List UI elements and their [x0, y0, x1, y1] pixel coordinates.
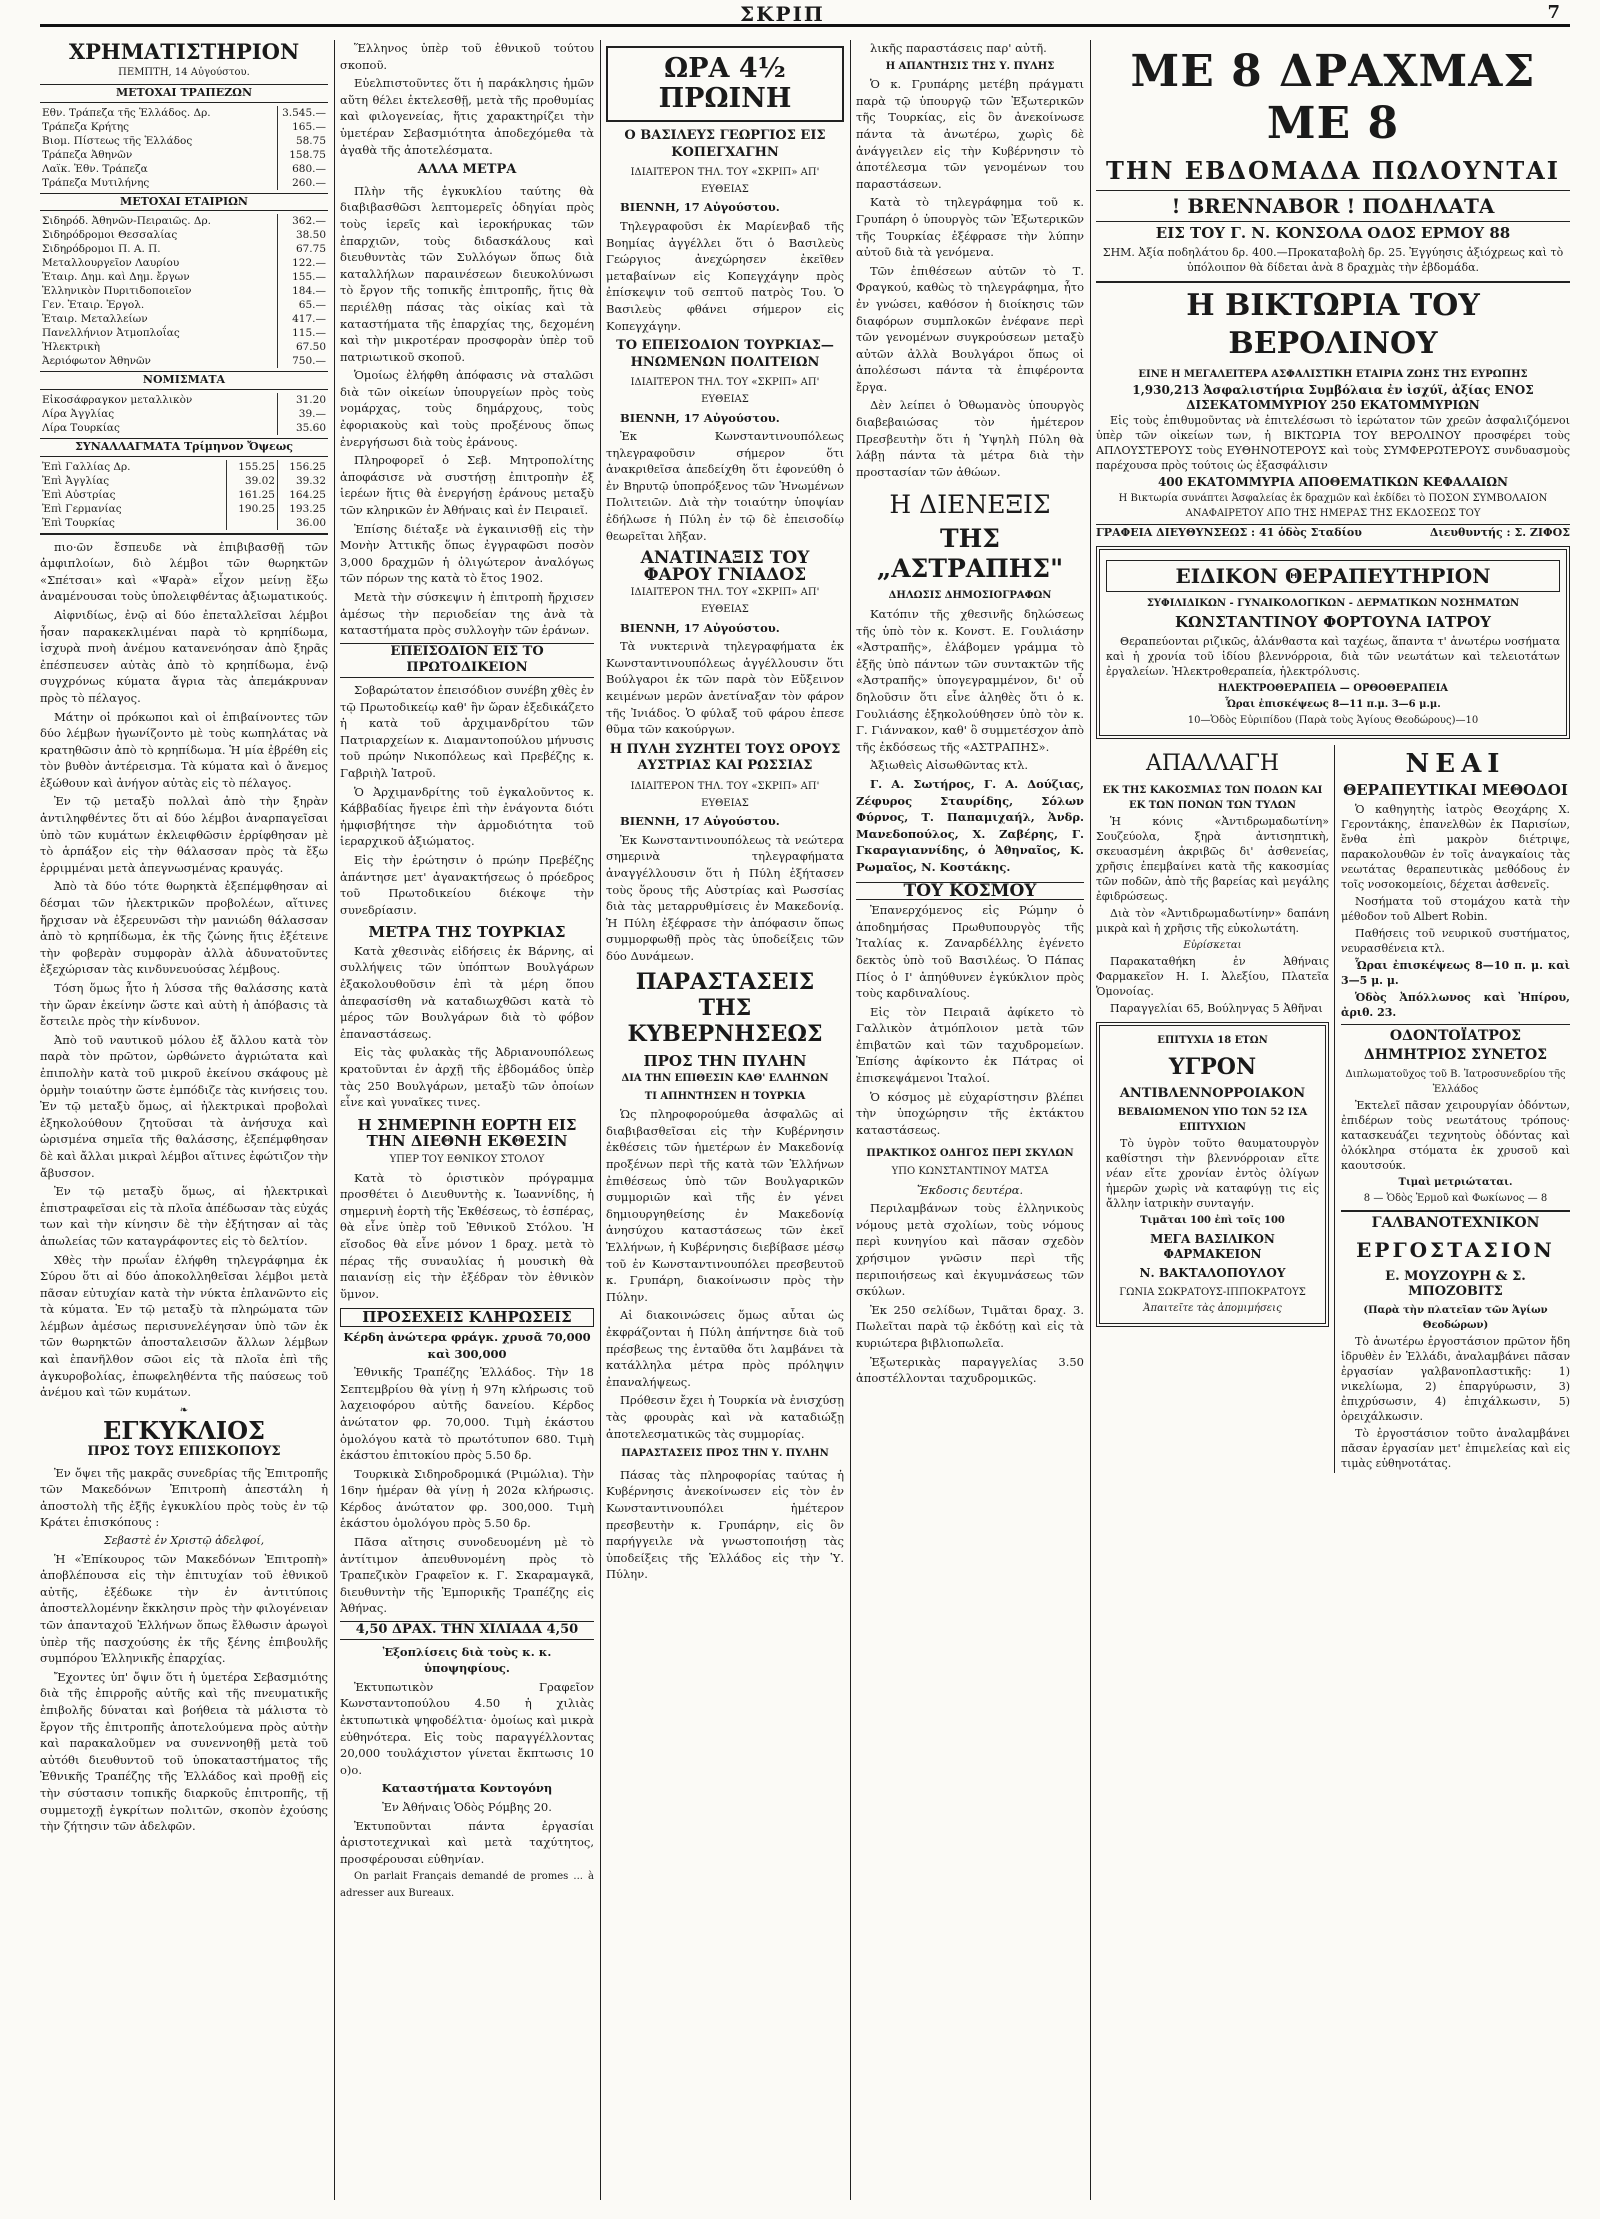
ad-bicycles-brand: ! BRENNABOR ! ΠΟΔΗΛΑΤΑ	[1096, 190, 1570, 222]
ad-feet-depot: Παρακαταθήκη ἐν Ἀθήναις Φαρμακεῖον Η. Ι. Ἀλεξίου, Πλατεῖα Ὁμονοίας.	[1096, 955, 1329, 998]
table-row: Πανελλήνιον Ἀτμοπλοΐας 115.—	[42, 327, 326, 340]
wire-credit: ΙΔΙΑΙΤΕΡΟΝ ΤΗΛ. ΤΟΥ «ΣΚΡΙΠ» ΑΠ' ΕΥΘΕΙΑΣ	[630, 587, 820, 616]
subhead-representations-porte: ΠΑΡΑΣΤΑΣΕΙΣ ΠΡΟΣ ΤΗΝ Υ. ΠΥΛΗΝ	[621, 1448, 829, 1460]
stock-exchange-date: ΠΕΜΠΤΗ, 14 Αὐγούστου.	[118, 66, 250, 78]
table-row: Σιδηρόδρομοι Π. Α. Π. 67.75	[42, 243, 326, 256]
ad-clinic-title: ΕΙΔΙΚΟΝ ΘΕΡΑΠΕΥΤΗΡΙΟΝ	[1106, 560, 1560, 592]
shop-address: Ἐν Ἀθήναις Ὁδὸς Ρόμβης 20.	[382, 1799, 552, 1814]
article-paragraph: Μάτην οἱ πρόκωποι καὶ οἱ ἐπιβαίνοντες τῶν δύο λέμβων ἠγωνίζοντο μὲ τοὺς κωπηλάτας νὰ κρατηθῶσιν ἀπὸ τὸ κρηπίδωμα. Ἡ μία ἐβρέθη εἰς τὸν βυθὸν ἀντέρεισμα. Τὰ κύματα καὶ ὁ ἄνεμος ἐξώθουν καὶ ἀνήγον αὐτὰς εἰς τὸ πέλαγος.	[40, 709, 328, 790]
table-row: Ἑταιρ. Μεταλλείων 417.—	[42, 313, 326, 326]
article-paragraph: Τουρκικὰ Σιδηροδρομικά (Ριμώλια). Τὴν 16ην ἡμέραν θὰ γίνῃ ἡ 202α κλήρωσις. Κέρδος ἀνώτατον φρ. 300,000. Τιμὴ ἑκάστου ὁμολόγου πρὸς 5.50 δρ.	[340, 1466, 594, 1531]
ad-feet-available: Εὑρίσκεται	[1183, 940, 1242, 951]
ad-victoria-reserves: 400 ΕΚΑΤΟΜΜΥΡΙΑ ΑΠΟΘΕΜΑΤΙΚΩΝ ΚΕΦΑΛΑΙΩΝ	[1157, 475, 1509, 489]
article-paragraph: Ἐθνικῆς Τραπέζης Ἑλλάδος. Τὴν 18 Σεπτεμβρίου θὰ γίνῃ ἡ 97η κλήρωσις τοῦ λαχειοφόρου αὐτῆς δανείου. Κέρδος ἀνώτατον φρ. 70,000. Τιμὴ ἑκάστου ὁμολόγου κατὰ τὸ πρωτότυπον 680. Τιμὴ ἑκάστου ἐπιτοκίου πρὸς 5.50 δρ.	[340, 1365, 594, 1463]
article-paragraph: Κατὰ τὸ τηλεγράφημα τοῦ κ. Γρυπάρη ὁ ὑπουργὸς τῶν Ἐξωτερικῶν τῆς Τουρκίας ἐξέφρασε τὴν λύπην αὐτοῦ διὰ τὰ γενόμενα.	[856, 195, 1084, 260]
ballot-notice: Ἐξοπλίσεις διὰ τοὺς κ. κ. ὑποψηφίους.	[382, 1644, 552, 1676]
article-paragraph: Ἐκτυπωτικὸν Γραφεῖον Κωνσταντοπούλου 4.50 ἡ χιλιὰς ἐκτυπωτικὰ ψηφοδέλτια· ὁμοίως καὶ μικρὰ εὐθηνότερα. Εἰς τοὺς παραγγέλλοντας 20,000 τουλάχιστον γίνεται ἔκπτωσις 10 ο)ο.	[340, 1679, 594, 1777]
ad-galvano	[1341, 1210, 1570, 1471]
column-rule	[1090, 40, 1091, 2200]
ad-galvano-text: Τὸ ἀνωτέρω ἐργοστάσιον πρῶτον ἤδη ἱδρυθὲν ἐν Ἑλλάδι, ἀναλαμβάνει πᾶσαν ἐργασίαν γαλβανοπλαστικῆς: 1) νικελίωμα, 2) ἐπαργύρωσιν, 3) ἐπιχρύσωσιν, 4) ἐπιχάλκωσιν, 5) ὀρειχάλκωσιν.	[1340, 1335, 1570, 1423]
table-row: Ἐπὶ Αὐστρίας 161.25 164.25	[42, 488, 326, 501]
ad-remedy-warning: Ἀπαιτεῖτε τὰς ἀπομιμήσεις	[1143, 1303, 1282, 1314]
dateline: ΒΙΕΝΝΗ, 17 Αὐγούστου.	[620, 200, 780, 215]
dateline: ΒΙΕΝΝΗ, 17 Αὐγούστου.	[620, 410, 780, 425]
subhead-fleet: ΥΠΕΡ ΤΟΥ ΕΘΝΙΚΟΥ ΣΤΟΛΟΥ	[389, 1154, 545, 1165]
article-paragraph: Ἕλληνος ὑπὲρ τοῦ ἐθνικοῦ τούτου σκοποῦ.	[340, 41, 594, 72]
page-number: 7	[1547, 2, 1560, 23]
ad-galvano-location: (Παρὰ τὴν πλατεῖαν τῶν Ἁγίων Θεοδώρων)	[1363, 1305, 1548, 1331]
headline-todays-feast: Η ΣΗΜΕΡΙΝΗ ΕΟΡΤΗ ΕΙΣ ΤΗΝ ΔΙΕΘΝΗ ΕΚΘΕΣΙΝ	[357, 1115, 577, 1151]
table-row: Ἑταιρ. Δημ. καὶ Δημ. ἔργων 155.—	[42, 271, 326, 284]
article-paragraph: Τηλεγραφοῦσι ἐκ Μαρίενβαδ τῆς Βοημίας ἀγγέλλει ὅτι ὁ Βασιλεὺς Γεώργιος ἀνεχώρησεν ἐκεῖθεν μεταβαίνων εἰς Κοπεγχάγην πρὸς ἐπίσκεψιν τοῦ σεπτοῦ πατρὸς Του. Ὁ Βασιλεὺς φθάνει σήμερον εἰς Κοπεγχάγην.	[606, 218, 844, 333]
ad-feet-text: Ἡ κόνις «Ἀντιδρωμαδωτίνη» Σουζεύολα, ξηρὰ ἀντισηπτικὴ, σκευασμένη ἀκριβῶς δι' ἀσθενείας, χρῆσις ἐπεμβαίνει κατὰ τῆς κακοσμίας τῶν ποδῶν, ἀπὸ τῆς βαρείας καὶ μεγάλης ἐφιδρώσεως.	[1096, 815, 1329, 903]
column-rule	[600, 40, 601, 2200]
dateline: ΒΙΕΝΝΗ, 17 Αὐγούστου.	[620, 814, 780, 829]
ad-feet	[1096, 749, 1329, 1016]
article-paragraph: Ἐν τῷ μεταξὺ ὅμως, αἱ ἠλεκτρικαὶ ἐπιστραφεῖσαι εἰς τὰ πλοῖα ἀπέδωσαν τὰς εὐχάς των καὶ τὴν κίνησιν δὲ τὴν ἐξήτησαν αἱ τὰς ἀπωλείας τῶν καταγράφοντες εἰς τὸ δελτίον.	[40, 1184, 328, 1248]
article-paragraph: Ὁ κόσμος μὲ εὐχαρίστησιν βλέπει τὴν ὑποχώρησιν τῆς ἐκτάκτου καταστάσεως.	[856, 1089, 1084, 1137]
table-row: Ἐπὶ Ἀγγλίας 39.02 39.32	[42, 474, 326, 487]
article-paragraph: Περιλαμβάνων τοὺς ἑλληνικοὺς νόμους μετὰ σχολίων, τοὺς νόμους περὶ κυνηγίου καὶ πᾶσαν σχεδὸν χρήσιμον γνῶσιν περὶ τῆς περιποιήσεως καὶ ἐκγυμνάσεως τῶν σκύλων.	[856, 1201, 1084, 1299]
article-paragraph: Εἰς τὰς φυλακὰς τῆς Ἀδριανουπόλεως κρατοῦνται ἐν ἀρχῇ τῆς ἑβδομάδος ὑπὲρ τὰς 250 Βουλγάρων, μεταξὺ τῶν ὁποίων εἶνε καὶ γυναῖκες τινες.	[340, 1045, 594, 1110]
headline-king-copenhagen: Ο ΒΑΣΙΛΕΥΣ ΓΕΩΡΓΙΟΣ ΕΙΣ ΚΟΠΕΓΧΑΓΗΝ	[624, 128, 826, 160]
headline-print-price: 4,50 ΔΡΑΧ. ΤΗΝ ΧΙΛΙΑΔΑ 4,50	[340, 1621, 594, 1640]
article-paragraph: Εὐελπιστοῦντες ὅτι ἡ παράκλησις ἡμῶν αὕτη θέλει ἐκτελεσθῇ, μετὰ τῆς προθυμίας καὶ φιλογενείας, ἥτις χαρακτηρίζει τὴν ὑμετέραν Σεβασμιότητα ἀποδεχόμεθα τὰ ἀγαθὰ τῆς ἀποτελέσματα.	[340, 76, 594, 157]
ad-galvano-owners: Ε. ΜΟΥΖΟΥΡΗ & Σ. ΜΠΟΖΟΒΙΤΣ	[1385, 1269, 1526, 1299]
column-rule	[334, 40, 335, 2200]
subhead-dogs-author: ΥΠΟ ΚΩΝΣΤΑΝΤΙΝΟΥ ΜΑΤΣΑ	[891, 1166, 1049, 1178]
ad-remedy-proven: ΒΕΒΑΙΩΜΕΝΟΝ ΥΠΟ ΤΩΝ 52 ΙΣΑ ΕΠΙΤΥΧΙΩΝ	[1117, 1107, 1308, 1133]
ad-remedy-liquid: ΥΓΡΟΝ	[1168, 1054, 1257, 1080]
column-5-ads	[1096, 40, 1570, 2200]
ad-remedy-name: ΑΝΤΙΒΛΕΝΝΟΡΡΟΙΑΚΟΝ	[1119, 1086, 1306, 1101]
headline-porte-discusses: Η ΠΥΛΗ ΣΥΖΗΤΕΙ ΤΟΥΣ ΟΡΟΥΣ ΑΥΣΤΡΙΑΣ ΚΑΙ ΡΩΣΣΙΑΣ	[609, 741, 841, 774]
column-2	[340, 40, 594, 2200]
article-paragraph: Ἐξωτερικὰς παραγγελίας 3.50 ἀποστέλλονται ταχυδρομικῶς.	[856, 1354, 1084, 1386]
ad-dentist-diploma: Διπλωματοῦχος τοῦ Β. Ἰατροσυνεδρίου τῆς Ἑλλάδος	[1345, 1069, 1566, 1095]
table-row: Λίρα Ἀγγλίας 39.—	[42, 407, 326, 420]
article-paragraph: Δὲν λείπει ὁ Ὀθωμανὸς ὑπουργὸς διαβεβαιώσας τὸν ἡμέτερον Πρεσβευτὴν ὅτι ἡ Ὑψηλὴ Πύλη θὰ λάβῃ πάντα τὰ μέτρα διὰ τὴν προστασίαν τῶν ἀθώων.	[856, 398, 1084, 479]
wire-credit: ΙΔΙΑΙΤΕΡΟΝ ΤΗΛ. ΤΟΥ «ΣΚΡΙΠ» ΑΠ' ΕΥΘΕΙΑΣ	[630, 167, 820, 195]
ad-galvano-title: ΓΑΛΒΑΝΟΤΕΧΝΙΚΟΝ	[1371, 1215, 1540, 1231]
ad-row	[1096, 745, 1570, 1473]
ad-galvano-factory: ΕΡΓΟΣΤΑΣΙΟΝ	[1356, 1238, 1555, 1262]
stock-exchange-title: ΧΡΗΜΑΤΙΣΤΗΡΙΟΝ	[68, 40, 300, 64]
table-row: Εἰκοσάφραγκον μεταλλικὸν 31.20	[42, 393, 326, 406]
article-paragraph: Ἐν τῷ μεταξὺ πολλαὶ ἀπὸ τὴν ξηρὰν ἀντιληφθέντες ὅτι αἱ δύο λέμβοι ἀναρπαγεῖσαι ὑπὸ τῶν κυμάτων ἐκλειφθῶσιν ἐρρίφθησαν μὲ τὸ ἁρπάξον εἰς τὴν θάλασσαν πρὸς τὰ ἔξω ἐρριμμέναι μετὰ ἀπεγνωσμένας κραυγάς.	[40, 794, 328, 875]
table-row: Βιομ. Πίστεως τῆς Ἑλλάδος 58.75	[42, 134, 326, 147]
headline-representations: ΠΑΡΑΣΤΑΣΕΙΣ ΤΗΣ ΚΥΒΕΡΝΗΣΕΩΣ	[627, 968, 823, 1047]
ad-bicycles-shop: ΕΙΣ ΤΟΥ Γ. Ν. ΚΟΝΣΟΛΑ ΟΔΟΣ ΕΡΜΟΥ 88	[1155, 224, 1511, 242]
article-paragraph: λικῆς παραστάσεις παρ' αὐτῆ.	[870, 41, 1047, 55]
ad-galvano-text: Τὸ ἐργοστάσιον τοῦτο ἀναλαμβάνει πᾶσαν ἐργασίαν μετ' ἐπιμελείας καὶ εἰς τιμὰς εὐθηνοτάτας.	[1340, 1427, 1570, 1470]
shop-name: Καταστήματα Κοντογόνη	[381, 1781, 553, 1796]
table-row: Τράπεζα Κρήτης 165.—	[42, 120, 326, 133]
section-bank-shares: ΜΕΤΟΧΑΙ ΤΡΑΠΕΖΩΝ	[40, 84, 328, 103]
ad-feet-title: ΑΠΑΛΛΑΓΗ	[1145, 751, 1280, 776]
ad-victoria-policies: 1,930,213 Ἀσφαλιστήρια Συμβόλαια ἐν ἰσχύϊ, ἀξίας ΕΝΟΣ ΔΙΣΕΚΑΤΟΜΜΥΡΙΟΥ 250 ΕΚΑΤΟΜΜΥΡΙΩΝ	[1132, 383, 1534, 412]
ad-clinic-address: 10—Ὁδὸς Εὐριπίδου (Παρὰ τοὺς Ἁγίους Θεοδώρους)—10	[1187, 715, 1479, 726]
article-paragraph: Κατόπιν τῆς χθεσινῆς δηλώσεως τῆς ὑπὸ τὸν κ. Κονστ. Ε. Γουλιάσην «Ἀστραπῆς», ἐλάβομεν γράμμα τὸ ἑξῆς ὑπὸ πάντων τῶν συντακτῶν τῆς «Ἀστραπῆς» ὑπογεγραμμένον, δι' οὗ δηλοῦσιν ὅτι εἶνε ἀληθὲς ὅτι ὁ κ. Γουλιάσης ἐξηκολούθησεν ὑπὸ τὸν κ. Γ. Γιάννακον, καθ' ὃ συμμετέσχον ἀπὸ τῆς ἐκδόσεως τῆς «ΑΣΤΡΑΠΗΣ».	[856, 607, 1084, 754]
table-row: Σιδηρόδ. Ἀθηνῶν-Πειραιῶς. Δρ. 362.—	[42, 215, 326, 228]
salutation: Σεβαστὲ ἐν Χριστῷ ἀδελφοί,	[103, 1534, 265, 1547]
article-paragraph: Πᾶσα αἴτησις συνοδευομένη μὲ τὸ ἀντίτιμον ἀπευθυνομένη πρὸς τὸ Τραπεζικὸν Γραφεῖον κ. Γ. Σκαραμαγκᾶ, διευθυντὴν τῆς Ἐμπορικῆς Τραπέζης εἰς Ἀθήνας.	[340, 1535, 594, 1616]
article-paragraph: Ἐκτυποῦνται πάντα ἐργασίαι ἀριστοτεχνικαὶ καὶ μετὰ ταχύτητος, προσφέρουσαι εὐθηνίαν.	[340, 1818, 594, 1866]
exchange-table	[40, 460, 328, 530]
newspaper-name: ΣΚΡΙΠ	[740, 2, 825, 26]
article-paragraph: πιο·ῶν ἔσπευδε νὰ ἐπιβιβασθῇ τῶν ἀμφιπλοίων, διὸ λέμβοι τῶν θωρηκτῶν «Σπέτσαι» καὶ «Ψαρὰ» εἶχον μείνῃ ἔξω ἀναμένουσαι τοὺς ὑπολειφθέντας ἀξιωματικούς.	[40, 539, 328, 604]
ad-victoria-title: Η ΒΙΚΤΩΡΙΑ ΤΟΥ ΒΕΡΟΛΙΝΟΥ	[1186, 288, 1480, 361]
ad-dentist-prices: Τιμαὶ μετριώταται.	[1398, 1177, 1513, 1188]
signatories: Γ. Α. Σωτήρος, Γ. Α. Δούζιας, Ζέφυρος Σταυρίδης, Σόλων Φύρνος, Τ. Παπαμιχαήλ, Ἀνδρ. Μανεδοπούλος, Χ. Ζαβέρης, Γ. Γκαραγιαννίδης, ὁ Ἀθηναῖος, Κ. Ρωμαῖος, Ν. Κοστάκης.	[856, 776, 1084, 874]
headline-world: ΤΟΥ ΚΟΣΜΟΥ	[856, 882, 1084, 901]
article-paragraph: Ἐκ Κωνσταντινουπόλεως τηλεγραφοῦσιν σήμερον ὅτι ἀνακριθεῖσα ἀπεδείχθη ὅτι ἐφονεύθη ὁ ἐν Βηρυτῷ ὑποπρόξενος τῶν Ἡνωμένων Πολιτειῶν. Διὰ τὴν τοιαύτην ὑποψίαν ἐδήλωσε ἡ Πύλη ἐν τῷ δὲ ἐπεισοδίῳ θεωρεῖται λῆξαν.	[606, 429, 844, 543]
ad-clinic-therapy: ΗΛΕΚΤΡΟΘΕΡΑΠΕΙΑ — ΟΡΘΟΘΕΡΑΠΕΙΑ	[1217, 683, 1449, 694]
ad-victoria-footer	[1096, 524, 1570, 540]
dateline: ΒΙΕΝΝΗ, 17 Αὐγούστου.	[620, 620, 780, 635]
ad-remedy-pharmacy: ΜΕΓΑ ΒΑΣΙΛΙΚΟΝ ΦΑΡΜΑΚΕΙΟΝ	[1150, 1232, 1275, 1261]
ad-new-methods-address: Ὁδὸς Ἀπόλλωνος καὶ Ἠπίρου, ἀριθ. 23.	[1340, 991, 1570, 1019]
ad-bicycles-headline: ΜΕ 8 ΔΡΑΧΜΑΣ ΜΕ 8	[1130, 46, 1536, 149]
ad-dentist-title: ΟΔΟΝΤΟΪΑΤΡΟΣ	[1389, 1028, 1522, 1044]
article-paragraph: Κατὰ τὸ ὁριστικὸν πρόγραμμα προσθέτει ὁ Διευθυντὴς κ. Ἰωαννίδης, ἡ σημερινὴ ἑορτὴ τῆς Ἐκθέσεως, τὸ ἑσπέρας, θὰ εἶνε ὑπὲρ τοῦ Ἐθνικοῦ Στόλου. Ἡ εἴσοδος θὰ εἶνε μόνον 1 δραχ. μετὰ τὸ πέρας τῆς συναυλίας ἡ μουσικὴ θὰ παιανίσῃ εἰς τὴν ἐξέδραν τὸν ἐθνικὸν ὕμνον.	[340, 1170, 594, 1301]
article-paragraph: Ἐν ὄψει τῆς μακρᾶς συνεδρίας τῆς Ἐπιτροπῆς τῶν Μακεδόνων Ἐπιτροπὴ ἀπεστάλη ἡ ἀποστολὴ τῆς ἐξῆς ἐγκυκλίου πρὸς τοὺς ἐν τῷ Κράτει ἐπισκόπους :	[40, 1465, 328, 1530]
ad-new-methods-title: ΝΕΑΙ	[1405, 749, 1506, 779]
ad-new-methods-text: Νοσήματα τοῦ στομάχου κατὰ τὴν μέθοδον τοῦ Albert Robin.	[1340, 895, 1570, 923]
table-row: Εθν. Τράπεζα τῆς Ἑλλάδος. Δρ. 3.545.—	[42, 106, 326, 119]
ad-remedy-price: Τιμᾶται 100 ἐπὶ τοῖς 100	[1140, 1215, 1285, 1226]
ad-remedy	[1096, 1022, 1329, 1327]
edition-note: Ἔκδοσις δευτέρα.	[916, 1182, 1024, 1197]
section-exchange: ΣΥΝΑΛΛΑΓΜΑΤΑ Τρίμηνον Ὄψεως	[40, 438, 328, 457]
headline-lighthouse: ΑΝΑΤΙΝΑΞΙΣ ΤΟΥ ΦΑΡΟΥ ΓΝΙΑΔΟΣ	[640, 548, 810, 585]
article-paragraph: Ἡ «Ἐπίκουρος τῶν Μακεδόνων Ἐπιτροπὴ» ἀποβλέπουσα εἰς τὴν ἐπιτυχίαν τοῦ ἐθνικοῦ αὐτῆς, ἐξέδωκε τὴν ἐν ἀντιτύποις ἀποστελλομένην ἔκκλησιν πρὸς τὴν φιλογένειαν τῶν ἁπανταχοῦ Ἑλλήνων ὅπως ἔλθωσιν ἀρωγοὶ ὑπὲρ τῆς πασχούσης ἐκ τῆς ξένης ἐπιβουλῆς συμπόρου Ἑλληνικῆς ἐπαρχίας.	[40, 1551, 328, 1666]
article-paragraph: Εἰς τὴν ἐρώτησιν ὁ πρώην Πρεβέζης ἀπάντησε μετ' ἀγανακτήσεως ὁ πρόεδρος τοῦ Πρωτοδικείου διέκοψε τὴν συνεδρίασιν.	[340, 852, 594, 917]
wire-credit: ΙΔΙΑΙΤΕΡΟΝ ΤΗΛ. ΤΟΥ «ΣΚΡΙΠ» ΑΠ' ΕΥΘΕΙΑΣ	[630, 780, 820, 809]
ad-feet-sub: ΕΚ ΤΗΣ ΚΑΚΟΣΜΙΑΣ ΤΩΝ ΠΟΔΩΝ ΚΑΙ ΕΚ ΤΩΝ ΠΟΝΩΝ ΤΩΝ ΤΥΛΩΝ	[1102, 785, 1323, 811]
ad-new-methods-hours: Ὧραι ἐπισκέψεως 8—10 π. μ. καὶ 3—5 μ. μ.	[1340, 959, 1570, 987]
article-paragraph: Αἰφνιδίως, ἐνῷ αἱ δύο ἐπεταλλεῖσαι λέμβοι ἦσαν παρακεκλιμέναι παρὰ τὸ κρηπίδωμα, ἰσχυρὰ πνοὴ ἀνέμου κατανενόησαν ἀπὸ ξηρᾶς ἐπέσπευσεν αὐτὰς ἀπὸ τὸ κρηπίδωμα, ἐνῷ συγχρόνως κύματα ἄγρια τὰς ἀπεμάκρυναν πρὸς τὸ πέλαγος.	[40, 607, 328, 705]
article-paragraph: Τόση ὅμως ἦτο ἡ λύσσα τῆς θαλάσσης κατὰ τὴν ὥραν ἐκείνην ὥστε καὶ αὐτὴ ἡ ἀπόβασις τὰ ἔστειλε πρὸς τὴν κίνδυνον.	[40, 981, 328, 1029]
ad-dentist-name: ΔΗΜΗΤΡΙΟΣ ΣΥΝΕΤΟΣ	[1363, 1047, 1548, 1063]
article-paragraph: Ἀξιωθεὶς Αἰσωθῶντας κτλ.	[870, 758, 1029, 773]
section-company-shares: ΜΕΤΟΧΑΙ ΕΤΑΙΡΙΩΝ	[40, 193, 328, 212]
ad-new-methods	[1341, 749, 1570, 1020]
ad-feet-orders: Παραγγελίαι 65, Βούληνγας 5 Ἀθῆναι	[1110, 1002, 1323, 1015]
headline-dispute: Η ΔΙΕΝΕΞΙΣ	[889, 490, 1051, 520]
ad-victoria-offices: ΓΡΑΦΕΙΑ ΔΙΕΥΘΥΝΣΕΩΣ : 41 ὁδὸς Σταδίου	[1096, 526, 1362, 539]
ad-new-methods-sub: ΘΕΡΑΠΕΥΤΙΚΑΙ ΜΕΘΟΔΟΙ	[1343, 781, 1568, 799]
banner-box	[606, 46, 844, 122]
article-paragraph: Ἐκ Κωνσταντινουπόλεως τὰ νεώτερα σημερινὰ τηλεγραφήματα ἀναγγέλλουσιν ὅτι ἡ Πύλη ἐξήτασεν τοὺς ὅρους τῆς Αὐστρίας καὶ Ρωσσίας διὰ τὰς μεταρρυθμίσεις ἐν Μακεδονίᾳ. Ἡ Πύλη ἐξέφρασε τὴν ἀπόφασιν ὅπως συμμορφωθῇ πρὸς τὰς ὑποδείξεις τῶν δύο Δυνάμεων.	[606, 832, 844, 963]
bank-shares-table	[40, 106, 328, 190]
headline-incident-usa: ΤΟ ΕΠΕΙΣΟΔΙΟΝ ΤΟΥΡΚΙΑΣ—ΗΝΩΜΕΝΩΝ ΠΟΛΙΤΕΙΩΝ	[616, 338, 834, 370]
subhead-journalists: ΔΗΛΩΣΙΣ ΔΗΜΟΣΙΟΓΡΑΦΩΝ	[888, 590, 1052, 602]
ad-dentist	[1341, 1024, 1570, 1206]
article-paragraph: Ἐκ 250 σελίδων, Τιμᾶται δραχ. 3. Πωλεῖται παρὰ τῷ ἐκδότῃ καὶ εἰς τὰ κυριώτερα βιβλιοπωλεῖα.	[856, 1302, 1084, 1350]
table-row: Ἐπὶ Τουρκίας 36.00	[42, 516, 326, 529]
article-paragraph: Ὁμοίως ἐλήφθη ἀπόφασις νὰ σταλῶσι διὰ τῶν οἰκείων ὑπουργείων πρὸς τοὺς νομάρχας, τοὺς δημάρχους, τοὺς ἐφοριακοὺς καὶ τοὺς προξένους ὅπως ἐνεργήσωσι διὰ τοὺς ἐράνους.	[340, 368, 594, 449]
table-row: Ἐπὶ Γαλλίας Δρ. 155.25 156.25	[42, 460, 326, 473]
ad-clinic-doctor: ΚΩΝΣΤΑΝΤΙΝΟΥ ΦΟΡΤΟΥΝΑ ΙΑΤΡΟΥ	[1175, 613, 1491, 631]
ad-remedy-success: ΕΠΙΤΥΧΙΑ 18 ΕΤΩΝ	[1157, 1035, 1268, 1046]
wire-credit: ΙΔΙΑΙΤΕΡΟΝ ΤΗΛ. ΤΟΥ «ΣΚΡΙΠ» ΑΠ' ΕΥΘΕΙΑΣ	[630, 377, 820, 405]
article-paragraph: Ὁ κ. Γρυπάρης μετέβη πράγματι παρὰ τῷ ὑπουργῷ τῶν Ἐξωτερικῶν τῆς Τουρκίας, εἰς ὃν ἀνεκοίνωσε πάντα τὰ ἀνωτέρω, χωρὶς δὲ ἀνάγγειλεν εἰς τὴν Κυβέρνησιν τὸ ἀποτέλεσμα τῶν γενομένων του παραστάσεων.	[856, 77, 1084, 191]
subhead-encyclical: ΠΡΟΣ ΤΟΥΣ ΕΠΙΣΚΟΠΟΥΣ	[87, 1444, 281, 1460]
table-row: Μεταλλουργεῖον Λαυρίου 122.—	[42, 257, 326, 270]
ad-clinic-text: Θεραπεύονται ριζικῶς, ἀλάνθαστα καὶ ταχέως, ἅπαντα τ' ἀνωτέρω νοσήματα καὶ ἡ χρονία τοῦ ἰδίου βλεννόρροια, διὰ τῶν νεωτάτων καὶ τελειοτάτων ἐργαλείων. Ἠλεκτροθεραπεία, ἠλεκτρόλυσις.	[1106, 635, 1560, 678]
ad-victoria	[1096, 281, 1570, 540]
article-paragraph: Τῶν ἐπιθέσεων αὐτῶν τὸ Τ. Φραγκού, καθὼς τὸ τηλεγράφημα, ἦτο ἐν γνώσει, καθόσον ἡ διοίκησις τῶν διαφόρων συμπλοκῶν ἐνέφανε περὶ τῶν γενομένων συγκρούσεων μεταξὺ αὐτῶν ἀλλὰ Βουλγάροι ὅπως οἱ ἀπολέσωσι πάντα τὰ ἐπιφέροντα ἔργα.	[856, 263, 1084, 394]
article-paragraph: Ἔχοντες ὑπ' ὄψιν ὅτι ἡ ὑμετέρα Σεβασμιότης διὰ τῆς ἐπιρροῆς αὐτῆς καὶ τῆς πνευματικῆς ἐπιβολῆς δύναται καὶ βοήθεια τὰ μάλιστα τὸ ἔργον τῆς ἐπιτροπῆς ἀποτελούμενα πρὸς αὐτὴν καὶ παρακαλοῦμεν να συνεννοηθῇ μετὰ τοῦ αὐτόθι διευθυντοῦ τοῦ ὑποκαταστήματος τῆς Ἐθνικῆς Τραπέζης τῆς Ἑλλάδος καὶ προθῇ εἰς τὴν σύστασιν τοπικῆς διαρκοῦς ἐπιτροπῆς, τῇ συμμετοχῇ ἐγκρίτων πολιτῶν, σκοπὸν ἐχούσης τὴν ζήτησιν τῶν ἀδελφῶν.	[40, 1669, 328, 1834]
ad-bicycles	[1096, 46, 1570, 275]
article-paragraph: Ὡς πληροφορούμεθα ἀσφαλῶς αἱ διαβιβασθεῖσαι εἰς τὴν Κυβέρνησιν ἐκθέσεις τῶν ἡμετέρων ἐν Μακεδονίᾳ προξένων περὶ τῆς κατὰ τῶν Ἑλλήνων ἐπιθέσεως ὑπὸ τῶν Βουλγαρικῶν συμμοριῶν καὶ τῆς ἐν γένει δημιουργηθείσης ἐν Μακεδονίᾳ ἀνησύχου καταστάσεως τῶν ἐκεῖ Ἑλλήνων, ἡ Κυβέρνησις διεβίβασε μέσῳ τοῦ ἐν Κωνσταντινουπόλει πρεσβευτοῦ κ. Γρυπάρη, διακοίνωσιν πρὸς τὴν Πύλην.	[606, 1107, 844, 1304]
article-paragraph: Αἱ διακοινώσεις ὅμως αὗται ὡς ἐκφράζονται ἡ Πύλη ἀπήντησε διὰ τοῦ πρέσβεως της ἐνταῦθα ὅτι λαμβάνει τὰ κατάλληλα μέτρα πρὸς πρόληψιν ἐπαναλήψεως.	[606, 1308, 844, 1389]
article-paragraph: Μετὰ τὴν σύσκεψιν ἡ ἐπιτροπὴ ἤρχισεν ἀμέσως τὴν περιοδείαν της ἀνὰ τὰ καταστήματα πρὸς συλλογὴν τῶν ἐράνων.	[340, 590, 594, 638]
coins-table	[40, 393, 328, 435]
article-paragraph: Πλὴν τῆς ἐγκυκλίου ταύτης θὰ διαβιβασθῶσι λεπτομερεῖς ὁδηγίαι πρὸς τοὺς ἱερεῖς καὶ ἱεροκήρυκας τῶν ἐπαρχιῶν, τοὺς διδασκάλους καὶ διευθυντὰς τῶν Συλλόγων ὅπως διὰ καταλλήλων παραινέσεων διευκολύνωσι τὸ ἔργον τῆς τοπικῆς ἐπιτροπῆς, ἥτις θὰ περιέλθῃ πάσας τὰς οἰκίας καὶ τὰ καταστήματα τῆς ἐπαρχίας της, δεχομένη καὶ τὴν μικροτέραν προσφορὰν ὑπὲρ τοῦ πατριωτικοῦ σκοποῦ.	[340, 183, 594, 364]
ad-clinic	[1096, 546, 1570, 739]
table-row: Λαϊκ. Ἐθν. Τράπεζα 680.—	[42, 162, 326, 175]
ad-victoria-text: Εἰς τοὺς ἐπιθυμοῦντας νὰ ἐπιτελέσωσι τὸ ἱερώτατον τῶν χρεῶν ἀσφαλιζόμενοι ὑπὲρ τῶν οἰκείων των, ἡ ΒΙΚΤΩΡΙΑ ΤΟΥ ΒΕΡΟΛΙΝΟΥ προσφέρει τοὺς ΑΠΛΟΥΣΤΕΡΟΥΣ τοὺς ΕΥΘΗΝΟΤΕΡΟΥΣ καὶ τοὺς ΣΥΜΦΕΡΩΤΕΡΟΥΣ συνδυασμοὺς παρέχουσα πρὸς τούτοις ὡς ἐξασφάλισιν	[1096, 414, 1570, 472]
table-row: Ἠλεκτρικὴ 67.50	[42, 341, 326, 354]
french-notice: On parlait Français demandé de promes ... à adresser aux Bureaux.	[340, 1871, 594, 1899]
headline-astrapi: ΤΗΣ „ΑΣΤΡΑΠΗΣ"	[876, 524, 1064, 584]
ad-dentist-text: Ἐκτελεῖ πᾶσαν χειρουργίαν ὀδόντων, ἐπιδέρων τοὺς νεωτάτους τρόπους· κατασκευάζει τεχνητοὺς ὀδόντας καὶ ὁλόκληρα στόματα ἐκ χρυσοῦ καὶ καουτσούκ.	[1340, 1099, 1570, 1172]
article-paragraph: Πληροφορεῖ ὁ Σεβ. Μητροπολίτης ἀποφάσισε νὰ συστήσῃ ἐπιτροπὴν ἐξ ἱερέων ἥτις θὰ ἐνεργήσῃ ἐράνους μεταξὺ τῶν κληρικῶν ἐν Ἀθήναις καὶ ἐν Πειραιεῖ.	[340, 453, 594, 518]
headline-other-measures: ΑΛΛΑ ΜΕΤΡΑ	[417, 162, 517, 178]
ornament-divider: ❧	[179, 1404, 189, 1416]
article-paragraph: Πάσας τὰς πληροφορίας ταύτας ἡ Κυβέρνησις ἀνεκοίνωσεν εἰς τὸν ἐν Κωνσταντινουπόλει ἡμέτερον πρεσβευτὴν κ. Γρυπάρην, εἰς ὃν παρήγγειλε νὰ γνωστοποιήσῃ τὰς ὑποδείξεις τῆς Ἑλλάδος εἰς τὴν Ὑ. Πύλην.	[606, 1467, 844, 1582]
column-4	[856, 40, 1084, 2200]
subhead-attack: ΔΙΑ ΤΗΝ ΕΠΙΘΕΣΙΝ ΚΑΘ' ΕΛΛΗΝΩΝ	[621, 1073, 829, 1085]
company-shares-table	[40, 214, 328, 368]
table-row: Γεν. Ἑταιρ. Ἐργολ. 65.—	[42, 299, 326, 312]
headline-encyclical: ΕΓΚΥΚΛΙΟΣ	[103, 1416, 265, 1446]
ad-remedy-owner: Ν. ΒΑΚΤΑΛΟΠΟΥΛΟΥ	[1139, 1266, 1286, 1280]
headline-turkey-measures: ΜΕΤΡΑ ΤΗΣ ΤΟΥΡΚΙΑΣ	[368, 923, 566, 942]
ad-bicycles-week: ΤΗΝ ΕΒΔΟΜΑΔΑ ΠΩΛΟΥΝΤΑΙ	[1105, 156, 1561, 185]
ad-left-stack	[1096, 745, 1335, 1473]
table-row: Σιδηρόδρομοι Θεσσαλίας 38.50	[42, 229, 326, 242]
subhead-to-porte: ΠΡΟΣ ΤΗΝ ΠΥΛΗΝ	[643, 1051, 807, 1070]
ad-feet-text: Διὰ τὸν «Ἀντιδρωμαδωτίνην» δαπάνη μικρὰ καὶ ἡ χρῆσις τῆς εὐκολωτάτη.	[1096, 907, 1329, 935]
article-paragraph: Εἰς τὸν Πειραιᾶ ἀφίκετο τὸ Γαλλικὸν ἀτμόπλοιον μετὰ τῶν ἐπιβατῶν καὶ τῶν ταχυδρομείων. Ἐπίσης ἀφίκοντο ἐκ Πάτρας οἱ ἐπισκεψάμενοι Ἰταλοί.	[856, 1004, 1084, 1086]
headline-court-incident: ΕΠΕΙΣΟΔΙΟΝ ΕΙΣ ΤΟ ΠΡΩΤΟΔΙΚΕΙΟΝ	[340, 643, 594, 678]
table-row: Τράπεζα Ἀθηνῶν 158.75	[42, 148, 326, 161]
ad-bicycles-terms: ΣΗΜ. Ἀξία ποδηλάτου δρ. 400.—Προκαταβολὴ δρ. 25. Ἐγγύησις ἀξιόχρεως καὶ τὸ ὑπόλοιπον θὰ δίδεται ἀνὰ 8 δραχμὰς τὴν ἑβδομάδα.	[1102, 246, 1564, 274]
ad-right-stack	[1341, 745, 1570, 1473]
headline-porte-answer: Η ΑΠΑΝΤΗΣΙΣ ΤΗΣ Υ. ΠΥΛΗΣ	[885, 60, 1055, 72]
ad-new-methods-text: Παθήσεις τοῦ νευρικοῦ συστήματος, νευρασθένεια κτλ.	[1340, 927, 1570, 955]
subhead-turkey-answer: ΤΙ ΑΠΗΝΤΗΣΕΝ Η ΤΟΥΡΚΙΑ	[644, 1090, 806, 1102]
ad-victoria-policy-note: Η Βικτωρία συνάπτει Ἀσφαλείας ἐκ δραχμῶν καὶ ἐκδίδει τὸ ΠΟΣΟΝ ΣΥΜΒΟΛΑΙΟΝ ΑΝΑΦΑΙΡΕΤΟΥ ΑΠΟ ΤΗΣ ΗΜΕΡΑΣ ΤΗΣ ΕΚΔΟΣΕΩΣ ΤΟΥ	[1118, 493, 1548, 519]
table-row: Ἐπὶ Γερμανίας 190.25 193.25	[42, 502, 326, 515]
table-row: Λίρα Τουρκίας 35.60	[42, 421, 326, 434]
ad-clinic-hours: Ὧραι ἐπισκέψεως 8—11 π.μ. 3—6 μ.μ.	[1225, 699, 1441, 710]
headline-lotteries: ΠΡΟΣΕΧΕΙΣ ΚΛΗΡΩΣΕΙΣ	[340, 1308, 594, 1327]
article-paragraph: Κατὰ χθεσινὰς εἰδήσεις ἐκ Βάρνης, αἱ συλλήψεις τῶν ὑπόπτων Βουλγάρων ἐξακολουθοῦσιν ἐπὶ τὰ μέρη ὅπου ἀπεφασίσθη νὰ καταδιωχθῶσι κατὰ τὸ μέρος τῶν Βουλγάρων διὰ τὸ φόβον ἐπαναστάσεως.	[340, 943, 594, 1041]
ad-victoria-sub: ΕΙΝΕ Η ΜΕΓΑΛΕΙΤΕΡΑ ΑΣΦΑΛΙΣΤΙΚΗ ΕΤΑΙΡΙΑ ΖΩΗΣ ΤΗΣ ΕΥΡΩΠΗΣ	[1138, 369, 1528, 380]
table-row: Τράπεζα Μυτιλήνης 260.—	[42, 176, 326, 189]
table-row: Ἑλληνικὸν Πυριτιδοποιεῖον 184.—	[42, 285, 326, 298]
masthead	[40, 0, 1570, 36]
article-paragraph: Χθὲς τὴν πρωΐαν ἐλήφθη τηλεγράφημα ἐκ Σύρου ὅτι αἱ δύο ἀποκολληθεῖσαι λέμβοι μετὰ πᾶσαν εὐτυχίαν κατὰ τὴν νύκτα ἐπλανῶντο εἰς τὰ κύματα. Ἐν τῷ μεταξὺ τὰ πληρώματα τῶν λέμβων ἀμέσως περισυνελέγησαν ὑπὸ τῶν ἐκ τῶν θωρηκτῶν ἀποσταλεισῶν ἄλλων λέμβων καὶ ἐπανῆλθον σῶοι εἰς τὰ πλοῖα ἐπὶ τῆς ἀγκυροβολίας, ἐπωφεληθέντα τῆς παύσεως τοῦ ἀνέμου καὶ τῶν κυμάτων.	[40, 1252, 328, 1400]
table-row: Ἀεριόφωτον Ἀθηνῶν 750.—	[42, 355, 326, 368]
section-coins: ΝΟΜΙΣΜΑΤΑ	[40, 371, 328, 390]
article-paragraph: Ἀπὸ τὰ δύο τότε θωρηκτὰ ἐξεπέμφθησαν αἱ δέσμαι τῶν ἠλεκτρικῶν προβολέων, αἵτινες ἤρχισαν νὰ ἐξερευνῶσι τὴν μανιώδη θάλασσαν ἀπὸ τὸ κρηπίδωμα, ἐκ τῆς ζώνης ἥτις ἐξέτεινε τὴν φοβερὰν συμφορὰν ἀλλὰ ἀδυνατοῦντες ἐξεχώρισαν τὰς κινδυνευούσας λέμβους.	[40, 879, 328, 977]
lottery-prizes: Κέρδη ἀνώτερα φράγκ. χρυσᾶ 70,000 καὶ 300,000	[343, 1329, 591, 1361]
headline-dogs-guide: ΠΡΑΚΤΙΚΟΣ ΟΔΗΓΟΣ ΠΕΡΙ ΣΚΥΛΩΝ	[866, 1148, 1074, 1160]
ad-clinic-specialty: ΣΥΦΙΛΙΔΙΚΩΝ - ΓΥΝΑΙΚΟΛΟΓΙΚΩΝ - ΔΕΡΜΑΤΙΚΩΝ ΝΟΣΗΜΑΤΩΝ	[1146, 598, 1520, 609]
article-paragraph: Ἀπὸ τοῦ ναυτικοῦ μόλου ἐξ ἄλλου κατὰ τὸν παρὰ τὸν πρῶτον, ὡρθώνετο ἀγριώτατα καὶ ἐπιπολὴν κατὰ τοῦ μικροῦ ἐκείνου σκάφους μὲ ὁρμὴν τοιαύτην ὥστε ἐμπόδιζε τὰς κινήσεις του. Ἐν τῷ μεταξὺ ὅμως, αἱ ἠλεκτρικαὶ προβολαὶ ἐξηκολούθουν ζητοῦσαι τὰ ἀνήσυχα καὶ ὡρισμένα σημεῖα τῆς θαλάσσης, ἐξεπέμφθησαν δὲ καὶ ἄλλαι μικραὶ λέμβοι αἵτινες ἐφώτιζον τὴν ἄβυσσον.	[40, 1032, 328, 1180]
ad-victoria-director: Διευθυντής : Σ. ΖΙΦΟΣ	[1429, 526, 1570, 539]
article-paragraph: Ἐπίσης διέταξε νὰ ἐγκαινισθῇ εἰς τὴν Μονὴν Ἀττικῆς ὅπως ἐγγραφῶσι ποσὸν 3,000 δραχμῶν ἡ ὀλιγώτερον ἀναλόγως τῶν πόρων της κατὰ τὸ ἔτος 1902.	[340, 521, 594, 586]
ad-dentist-address: 8 — Ὁδὸς Ἑρμοῦ καὶ Φωκίωνος — 8	[1363, 1193, 1548, 1204]
ad-remedy-corner: ΓΩΝΙΑ ΣΩΚΡΑΤΟΥΣ-ΙΠΠΟΚΡΑΤΟΥΣ	[1119, 1287, 1306, 1298]
column-3	[606, 40, 844, 2200]
column-1	[40, 40, 328, 2200]
ad-new-methods-text: Ὁ καθηγητὴς ἰατρὸς Θεοχάρης Χ. Γεροντάκης, ἐπανελθὼν ἐκ Παρισίων, ἔνθα ἐπὶ μακρὸν διέτριψε, παρακολουθῶν ἐν τοῖς ἀναγκαίοις τὰς νεωτάτας θεραπευτικὰς μεθόδους ἐν τοῖς νοσοκομείοις, δέχεται ἀσθενεῖς.	[1340, 803, 1570, 891]
article-paragraph: Πρόθεσιν ἔχει ἡ Τουρκία νὰ ἐνισχύσῃ τὰς φρουρὰς καὶ νὰ καταδιώξῃ ἀποτελεσματικῶς τὰς συμμορίας.	[606, 1393, 844, 1441]
ad-remedy-text: Τὸ ὑγρὸν τοῦτο θαυματουργὸν καθίστησι τὴν βλεννόρροιαν εἴτε νέαν εἴτε χρονίαν ἐντὸς ὀλίγων ἡμερῶν χωρὶς νὰ καταφύγῃ τις εἰς ἄλλην ἰατρικὴν συνταγήν.	[1106, 1137, 1319, 1210]
banner-hour: ΩΡΑ 4½ ΠΡΩΙΝΗ	[658, 53, 792, 114]
article-paragraph: Σοβαρώτατον ἐπεισόδιον συνέβη χθὲς ἐν τῷ Πρωτοδικείῳ καθ' ἣν ὥραν ἐξεδικάζετο ἡ κατὰ τοῦ ἀρχιμανδρίτου τῶν Πατριαρχείων κ. Διαμαντοπούλου μήνυσις τοῦ πρώην Νικοπόλεως καὶ Πρεβέζης κ. Γαβριὴλ Ἱατροῦ.	[340, 682, 594, 780]
column-rule	[850, 40, 851, 2200]
article-paragraph: Ἐπανερχόμενος εἰς Ρώμην ὁ ἀποδημήσας Πρωθυπουργὸς τῆς Ἰταλίας κ. Ζαναρδέλλης ἐγένετο δεκτὸς ὑπὸ τοῦ Βασιλέως. Ὁ Πάπας Πίος ὁ Ι' ἀπηύθυνεν ἐγκύκλιον πρὸς τοὺς καρδιναλίους.	[856, 903, 1084, 1001]
article-paragraph: Ὁ Ἀρχιμανδρίτης τοῦ ἐγκαλοῦντος κ. Κάββαδίας ἤγειρε ἐπὶ τὴν ἐνάγοντα διότι ἠμφισβήτησε τὴν ἀρμοδιότητα τοῦ ἱεραρχικοῦ ἀξιώματος.	[340, 784, 594, 849]
article-paragraph: Τὰ νυκτερινὰ τηλεγραφήματα ἐκ Κωνσταντινουπόλεως ἀγγέλλουσιν ὅτι Βούλγαροι ἐκ τῶν παρὰ τὸν Εὔξεινον κειμένων μερῶν ἀνετίναξαν τὸν φάρον τῆς Ἰνιάδος. Ὁ φύλαξ τοῦ φάρου ἐπεσε θῦμα τῶν κακούργων.	[606, 639, 844, 737]
